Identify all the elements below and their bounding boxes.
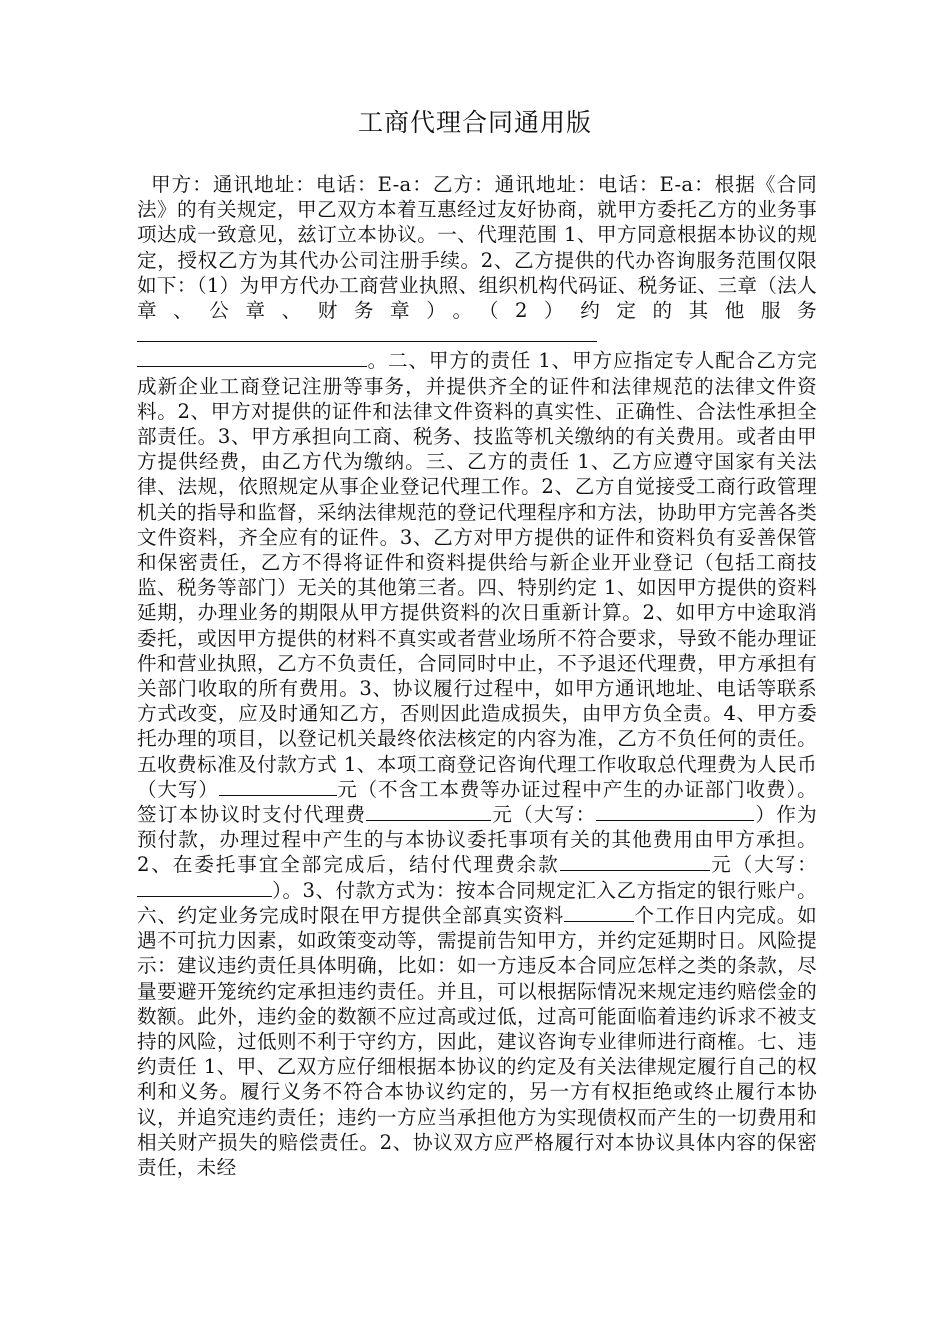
blank-prepaid-fee <box>366 802 491 821</box>
blank-other-services-cont <box>137 348 367 367</box>
blank-prepaid-capital-cont <box>636 802 754 821</box>
body-text-5: ）作为预付款，办理过程中产生的与本协议委托事项有关的其他费用由甲方承担。2、在委托事宜全部完成后，结付代理费余款 <box>137 803 817 877</box>
blank-balance-capital <box>137 878 272 897</box>
blank-prepaid-capital <box>596 802 636 821</box>
document-title: 工商代理合同通用版 <box>357 108 592 137</box>
document-body <box>137 172 817 1180</box>
body-text-7: ）。3、付款方式为：按本合同规定汇入乙方指定的银行账户。六、约定业务完成时限在甲方提供全部真实资料 <box>137 878 817 927</box>
body-text-8: 个工作日内完成。如遇不可抗力因素，如政策变动等，需提前告知甲方，并约定延期时日。风险提示：建议违约责任具体明确，比如：如一方违反本合同应怎样之类的条款，尽量要避开笼统约定承担违约责任。并且，可以根据际情况来规定违约赔偿金的数额。此外，违约金的数额不应过高或过低，过高可能面临着违约诉求不被支持的风险，过低则不利于守约方，因此，建议咨询专业律师进行商榷。七、违约责任 1、甲、乙双方应仔细根据本协议的约定及有关法律规定履行自己的权利和义务。履行义务不符合本协议约定的，另一方有权拒绝或终止履行本协议，并追究违约责任；违约一方应当承担他方为实现债权而产生的一切费用和相关财产损失的赔偿责任。2、协议双方应严格履行对本协议具体内容的保密责任，未经 <box>137 903 817 1179</box>
body-text-6: 元（大写： <box>709 853 818 877</box>
blank-total-fee <box>219 777 337 796</box>
blank-other-services <box>137 323 597 342</box>
blank-working-days <box>564 903 634 922</box>
body-text-3: 元（不含工本费等办证过程中产生的办证部门收费）。签订本协议时支付代理费 <box>137 777 817 827</box>
blank-balance-fee <box>560 852 710 871</box>
body-text-1: 甲方：通讯地址：电话：E-a：乙方：通讯地址：电话：E-a：根据《合同法》的有关规定，甲乙双方本着互惠经过友好协商，就甲方委托乙方的业务事项达成一致意见，兹订立本协议。一、代理范围 1、甲方同意根据本协议的规定，授权乙方为其代办公司注册手续。2、乙方提供的代办咨询服务范围仅限如下：（1）为甲方代办工商营业执照、组织机构代码证、税务证、三章（法人章、公章、财务章）。（2）约定的其他服务 <box>137 173 817 323</box>
body-text-2: 。二、甲方的责任 1、甲方应指定专人配合乙方完成新企业工商登记注册等事务，并提供齐全的证件和法律规范的法律文件资料。2、甲方对提供的证件和法律文件资料的真实性、正确性、合法性承担全部责任。3、甲方承担向工商、税务、技监等机关缴纳的有关费用。或者由甲方提供经费，由乙方代为缴纳。三、乙方的责任 1、乙方应遵守国家有关法律、法规，依照规定从事企业登记代理工作。2、乙方自觉接受工商行政管理机关的指导和监督，采纳法律规范的登记代理程序和方法，协助甲方完善各类文件资料，齐全应有的证件。3、乙方对甲方提供的证件和资料负有妥善保管和保密责任，乙方不得将证件和资料提供给与新企业开业登记（包括工商技监、税务等部门）无关的其他第三者。四、特别约定 1、如因甲方提供的资料延期，办理业务的期限从甲方提供资料的次日重新计算。2、如甲方中途取消委托，或因甲方提供的材料不真实或者营业场所不符合要求，导致不能办理证件和营业执照，乙方不负责任，合同同时中止，不予退还代理费，甲方承担有关部门收取的所有费用。3、协议履行过程中，如甲方通讯地址、电话等联系方式改变，应及时通知乙方，否则因此造成损失，由甲方负全责。4、甲方委托办理的项目，以登记机关最终依法核定的内容为准，乙方不负任何的责任。五收费标准及付款方式 1、本项工商登记咨询代理工作收取总代理费为人民币（大写） <box>137 349 817 801</box>
body-text-4: 元（大写： <box>491 803 597 827</box>
